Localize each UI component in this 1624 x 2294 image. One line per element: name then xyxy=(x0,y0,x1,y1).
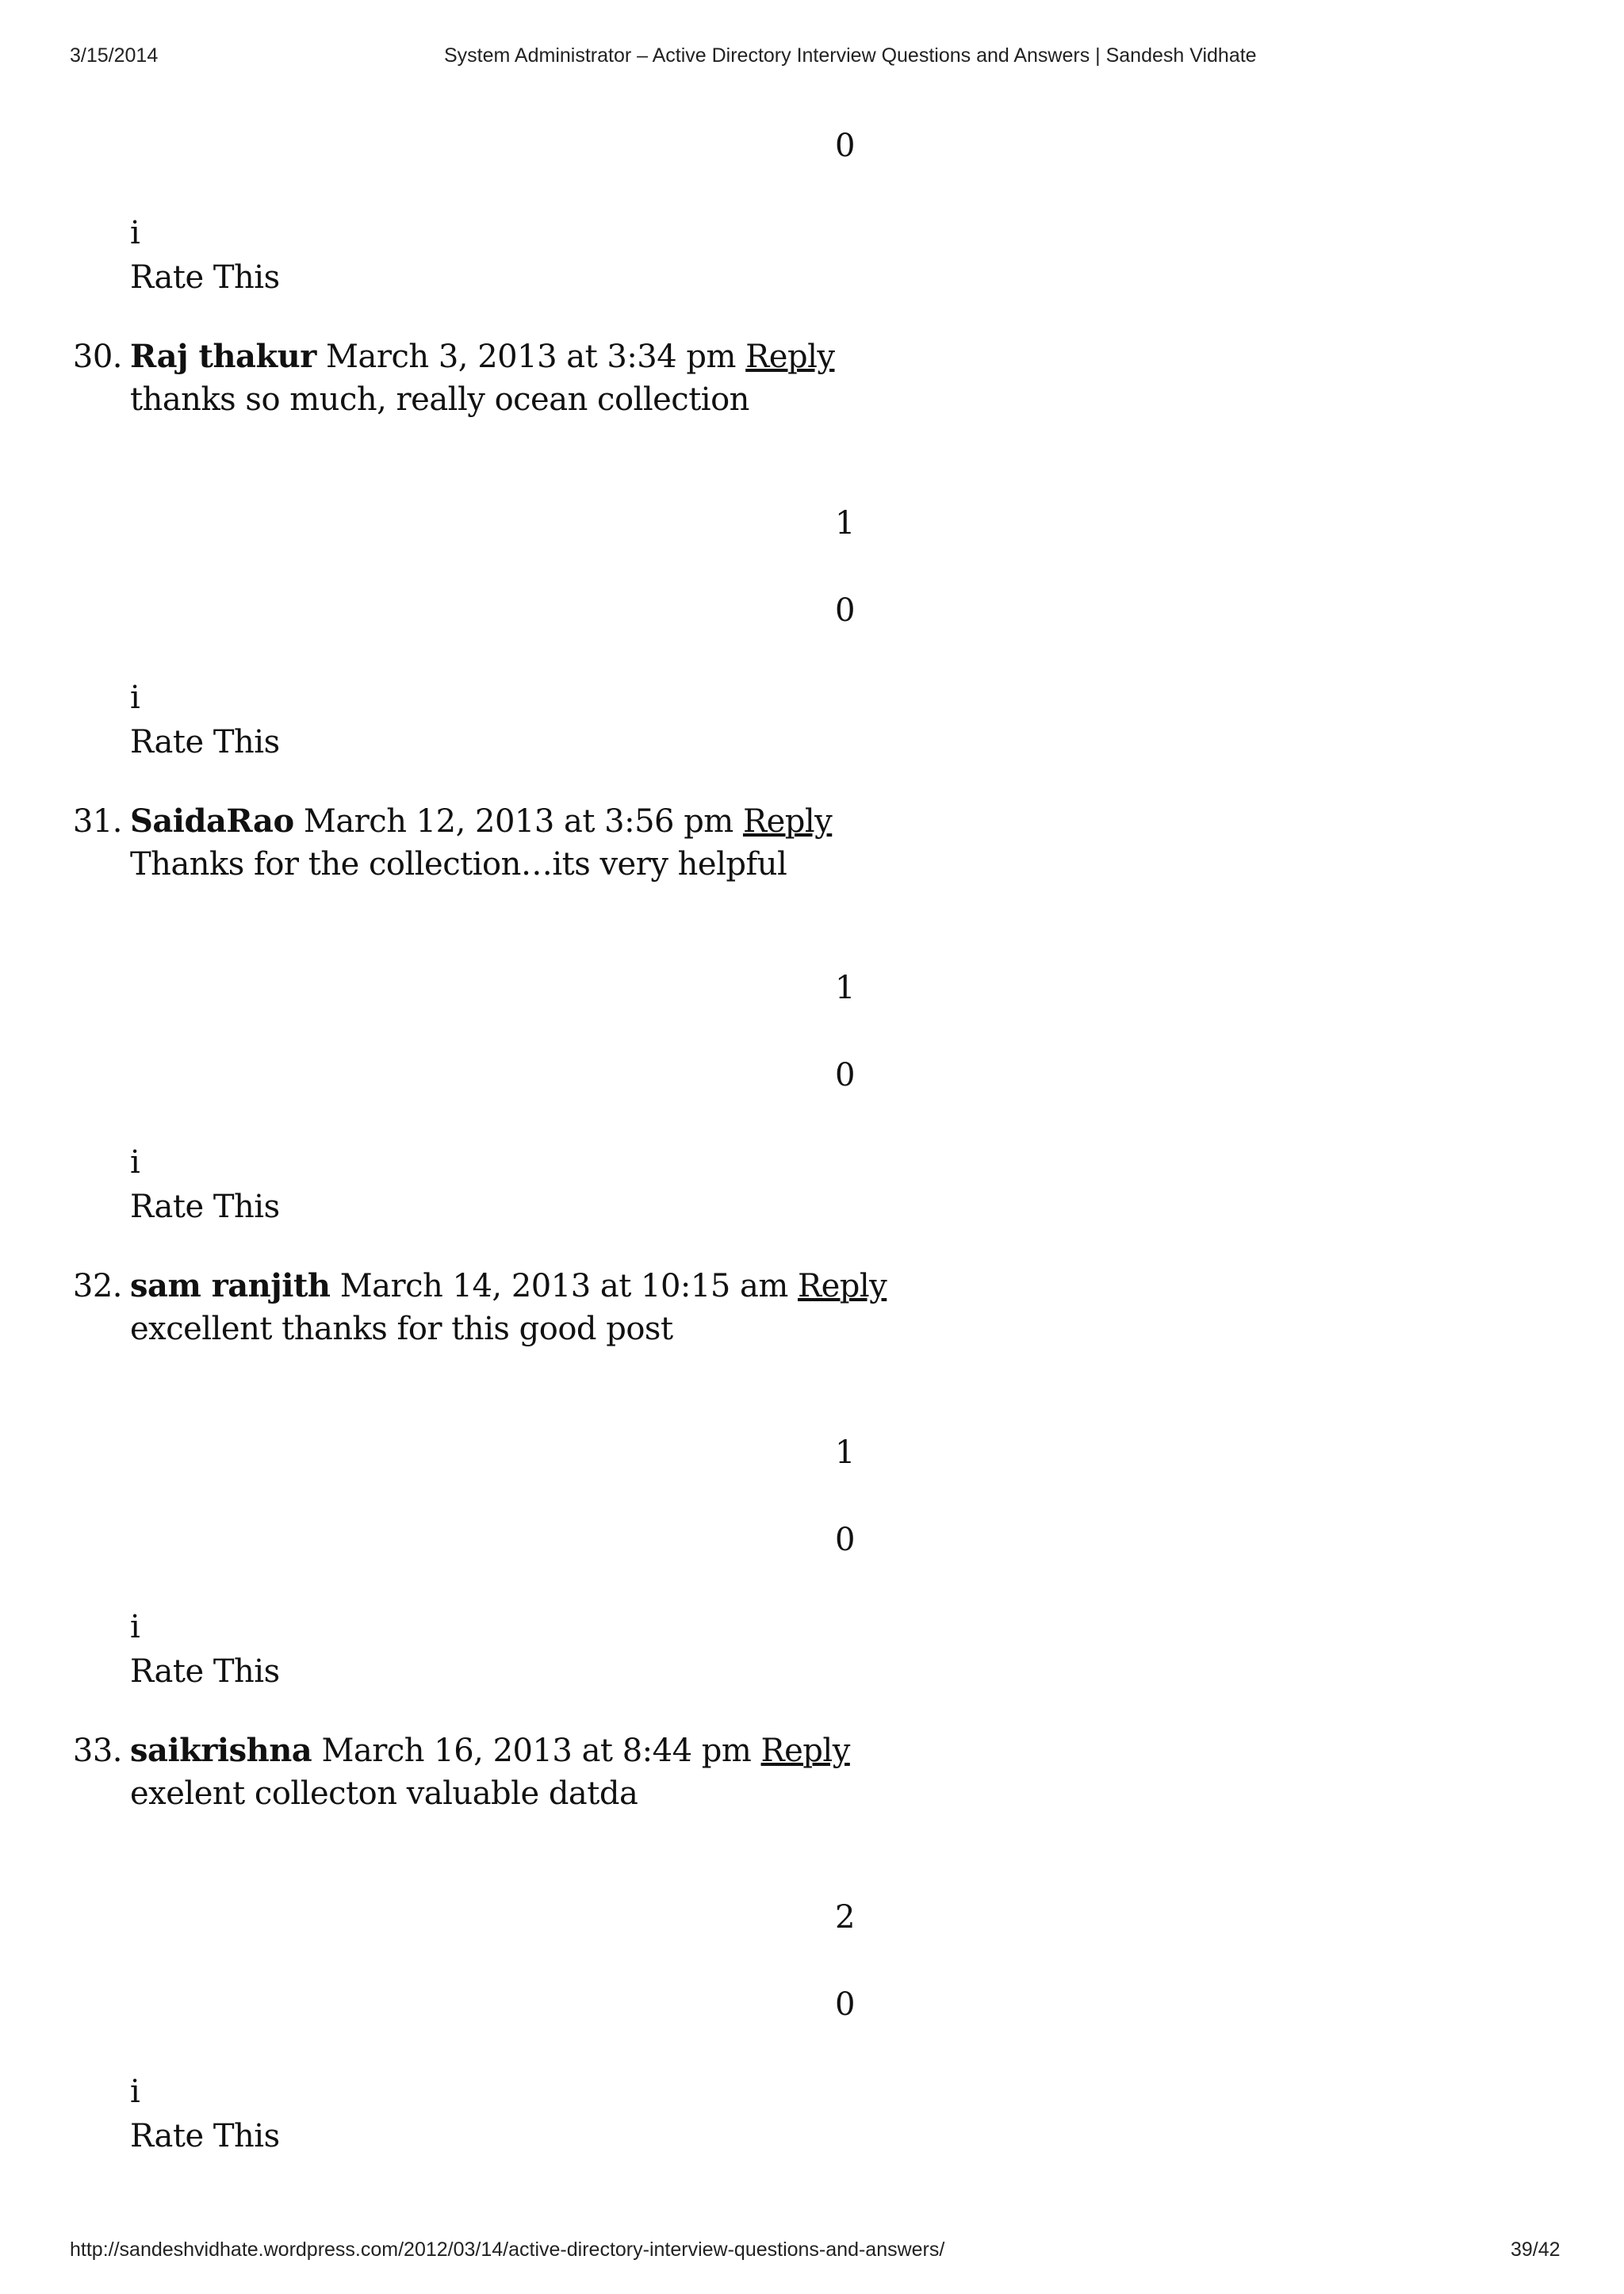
comment-meta xyxy=(130,1267,887,1304)
info-icon[interactable]: i xyxy=(130,1144,140,1181)
vote-up-count[interactable]: 2 xyxy=(835,1899,855,1936)
rate-this-label[interactable]: Rate This xyxy=(130,724,280,760)
rate-this-label[interactable]: Rate This xyxy=(130,1653,280,1690)
comment-author: saikrishna xyxy=(130,1732,312,1769)
comment-author: SaidaRao xyxy=(130,802,294,840)
comment-date: March 3, 2013 at 3:34 pm xyxy=(326,339,736,375)
info-icon[interactable]: i xyxy=(130,215,140,251)
comment-text: exelent collecton valuable datda xyxy=(130,1775,638,1812)
comment-date: March 14, 2013 at 10:15 am xyxy=(339,1268,788,1304)
vote-down-count[interactable]: 0 xyxy=(835,1057,855,1093)
rate-this-label[interactable]: Rate This xyxy=(130,1189,280,1225)
info-icon[interactable]: i xyxy=(130,2074,140,2110)
comment-meta xyxy=(130,338,835,375)
vote-up-count[interactable]: 1 xyxy=(835,1434,855,1471)
comment-number: 32. xyxy=(72,1268,122,1304)
reply-link[interactable]: Reply xyxy=(742,803,833,840)
info-icon[interactable]: i xyxy=(130,680,140,716)
comment-author: sam ranjith xyxy=(130,1267,331,1304)
comment-author: Raj thakur xyxy=(130,338,316,375)
comment-meta xyxy=(130,1732,850,1769)
reply-link[interactable]: Reply xyxy=(797,1268,887,1304)
rate-this-label[interactable]: Rate This xyxy=(130,2118,280,2154)
comment-number: 33. xyxy=(72,1733,122,1769)
vote-up-count[interactable]: 1 xyxy=(835,505,855,542)
print-date: 3/15/2014 xyxy=(70,44,159,67)
comment-text: thanks so much, really ocean collection xyxy=(130,381,749,418)
comment-date: March 12, 2013 at 3:56 pm xyxy=(303,803,733,840)
page-title: System Administrator – Active Directory Interview Questions and Answers | Sandesh Vidhate xyxy=(444,44,1257,67)
comment-meta xyxy=(130,802,833,840)
page-number: 39/42 xyxy=(1511,2238,1561,2261)
info-icon[interactable]: i xyxy=(130,1609,140,1645)
vote-down-count[interactable]: 0 xyxy=(835,592,855,629)
comment-text: excellent thanks for this good post xyxy=(130,1311,673,1347)
comment-date: March 16, 2013 at 8:44 pm xyxy=(321,1733,752,1769)
vote-down-count: 0 xyxy=(835,128,855,164)
reply-link[interactable]: Reply xyxy=(745,339,835,375)
page-url: http://sandeshvidhate.wordpress.com/2012/03/14/active-directory-interview-questions-and-answers/ xyxy=(70,2238,945,2261)
reply-link[interactable]: Reply xyxy=(760,1733,850,1769)
vote-down-count[interactable]: 0 xyxy=(835,1522,855,1558)
comment-number: 30. xyxy=(72,339,122,375)
vote-down-count[interactable]: 0 xyxy=(835,1986,855,2023)
rate-this-label[interactable]: Rate This xyxy=(130,259,280,296)
comment-text: Thanks for the collection…its very helpful xyxy=(130,846,787,883)
comment-number: 31. xyxy=(72,803,122,840)
vote-up-count[interactable]: 1 xyxy=(835,970,855,1006)
